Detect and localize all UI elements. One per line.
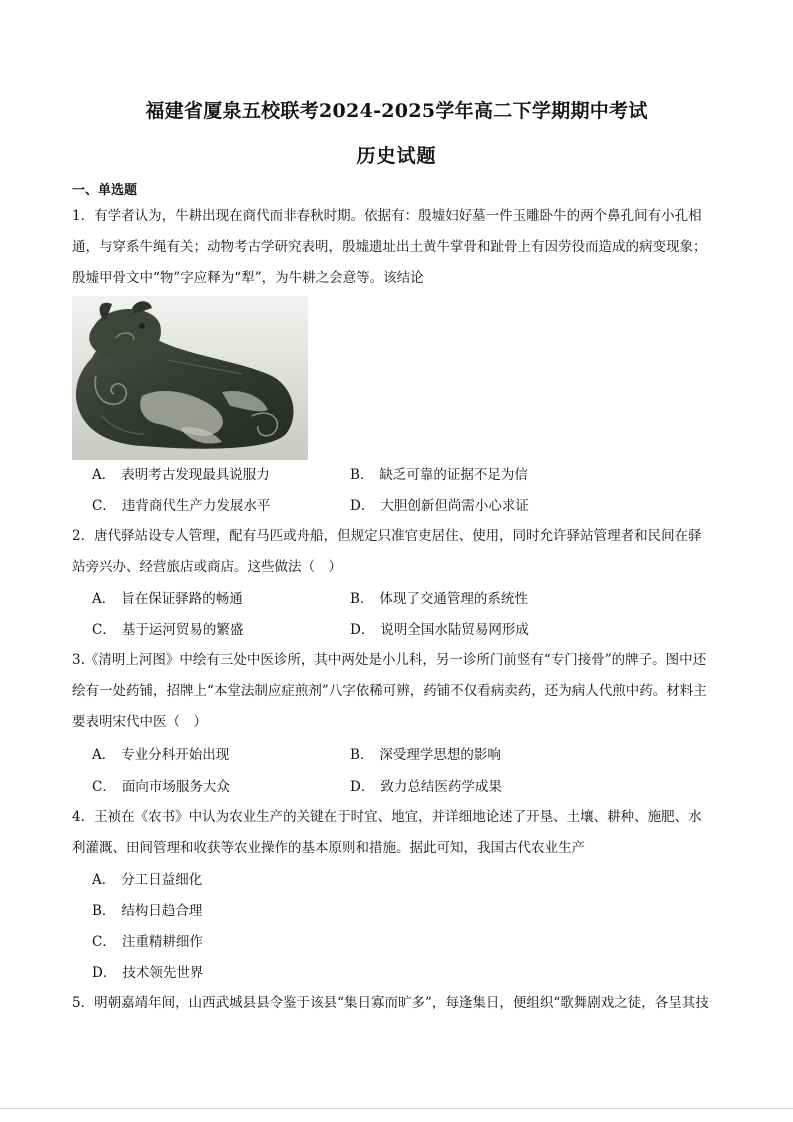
option-text: 深受理学思想的影响 <box>379 747 501 763</box>
option-text: 注重精耕细作 <box>121 934 203 950</box>
question-1-option-c[interactable] <box>92 496 270 516</box>
option-letter: A． <box>92 467 116 483</box>
option-letter: A． <box>92 872 116 888</box>
question-5-stem <box>72 988 722 1019</box>
option-letter: D． <box>92 965 117 981</box>
exam-subtitle: 历史试题 <box>356 145 437 167</box>
option-letter: D． <box>350 622 375 638</box>
question-4-option-a[interactable] <box>92 870 202 890</box>
exam-title: 福建省厦泉五校联考2024-2025学年高二下学期期中考试 <box>145 100 648 122</box>
question-1-line: 殷墟甲骨文中“物”字应释为“犁”，为牛耕之会意等。该结论 <box>72 270 424 286</box>
option-text: 大胆创新但尚需小心求证 <box>380 498 529 514</box>
option-letter: D． <box>350 779 375 795</box>
option-text: 面向市场服务大众 <box>121 779 230 795</box>
question-1-stem <box>72 201 722 294</box>
option-text: 说明全国水陆贸易网形成 <box>380 622 529 638</box>
question-2-line: 2．唐代驿站设专人管理，配有马匹或舟船，但规定只准官吏居住、使用，同时允许驿站管理者和民间在驿 <box>72 528 702 544</box>
jade-ox-image <box>72 296 308 460</box>
question-3-option-d[interactable] <box>350 777 502 797</box>
question-2-option-c[interactable] <box>92 620 243 640</box>
question-2-option-b[interactable] <box>350 589 528 609</box>
option-letter: B． <box>350 747 374 763</box>
question-2-stem <box>72 521 722 583</box>
option-text: 旨在保证驿路的畅通 <box>121 591 243 607</box>
question-4-option-c[interactable] <box>92 932 203 952</box>
option-letter: C． <box>92 779 116 795</box>
question-4-option-b[interactable] <box>92 901 202 921</box>
option-text: 缺乏可靠的证据不足为信 <box>379 467 528 483</box>
question-1-option-b[interactable] <box>350 465 528 485</box>
option-text: 体现了交通管理的系统性 <box>379 591 528 607</box>
option-letter: B． <box>350 591 374 607</box>
question-1-line: 通，与穿系牛绳有关；动物考古学研究表明，殷墟遗址出土黄牛掌骨和趾骨上有因劳役而造成的病变现象； <box>72 239 707 255</box>
question-2-option-a[interactable] <box>92 589 243 609</box>
option-letter: C． <box>92 498 116 514</box>
option-text: 基于运河贸易的繁盛 <box>121 622 244 638</box>
question-4-option-d[interactable] <box>92 963 203 983</box>
page-bottom-rule <box>0 1108 793 1109</box>
option-text: 致力总结医药学成果 <box>380 779 502 795</box>
option-text: 结构日趋合理 <box>121 903 203 919</box>
question-3-line: 要表明宋代中医（ ） <box>72 714 207 730</box>
option-letter: C． <box>92 934 116 950</box>
question-1-option-d[interactable] <box>350 496 529 516</box>
question-1-option-a[interactable] <box>92 465 270 485</box>
option-letter: B． <box>92 903 116 919</box>
section-heading: 一、单选题 <box>72 183 138 198</box>
question-4-line: 利灌溉、田间管理和收获等农业操作的基本原则和措施。据此可知，我国古代农业生产 <box>72 840 585 856</box>
question-4-stem <box>72 802 722 864</box>
option-letter: A． <box>92 591 116 607</box>
option-text: 专业分科开始出现 <box>121 747 230 763</box>
jade-ox-figure <box>72 296 308 460</box>
question-3-line: 绘有一处药铺，招牌上“本堂法制应症煎剂”八字依稀可辨，药铺不仅看病卖药，还为病人代煎中药。材料主 <box>72 683 707 699</box>
question-3-line: 3.《清明上河图》中绘有三处中医诊所，其中两处是小儿科，另一诊所门前竖有“专门接骨”的牌子。图中还 <box>72 652 707 668</box>
option-letter: B． <box>350 467 374 483</box>
option-letter: A． <box>92 747 116 763</box>
question-1-line: 1．有学者认为，牛耕出现在商代而非春秋时期。依据有：殷墟妇好墓一件玉雕卧牛的两个鼻孔间有小孔相 <box>72 208 702 224</box>
question-3-option-c[interactable] <box>92 777 230 797</box>
option-text: 表明考古发现最具说服力 <box>121 467 270 483</box>
question-2-line: 站旁兴办、经营旅店或商店。这些做法（ ） <box>72 559 342 575</box>
option-text: 分工日益细化 <box>121 872 203 888</box>
question-3-option-a[interactable] <box>92 745 229 765</box>
option-letter: C． <box>92 622 116 638</box>
question-2-option-d[interactable] <box>350 620 529 640</box>
question-3-stem <box>72 645 722 738</box>
question-5-line: 5．明朝嘉靖年间，山西武城县县令鉴于该县“集日寡而旷多”，每逢集日，便组织“歌舞剧戏之徒，各呈其技 <box>72 995 709 1011</box>
question-3-option-b[interactable] <box>350 745 501 765</box>
option-letter: D． <box>350 498 375 514</box>
option-text: 违背商代生产力发展水平 <box>121 498 271 514</box>
option-text: 技术领先世界 <box>122 965 204 981</box>
question-4-line: 4．王祯在《农书》中认为农业生产的关键在于时宜、地宜，并详细地论述了开垦、土壤、耕种、施肥、水 <box>72 809 702 825</box>
